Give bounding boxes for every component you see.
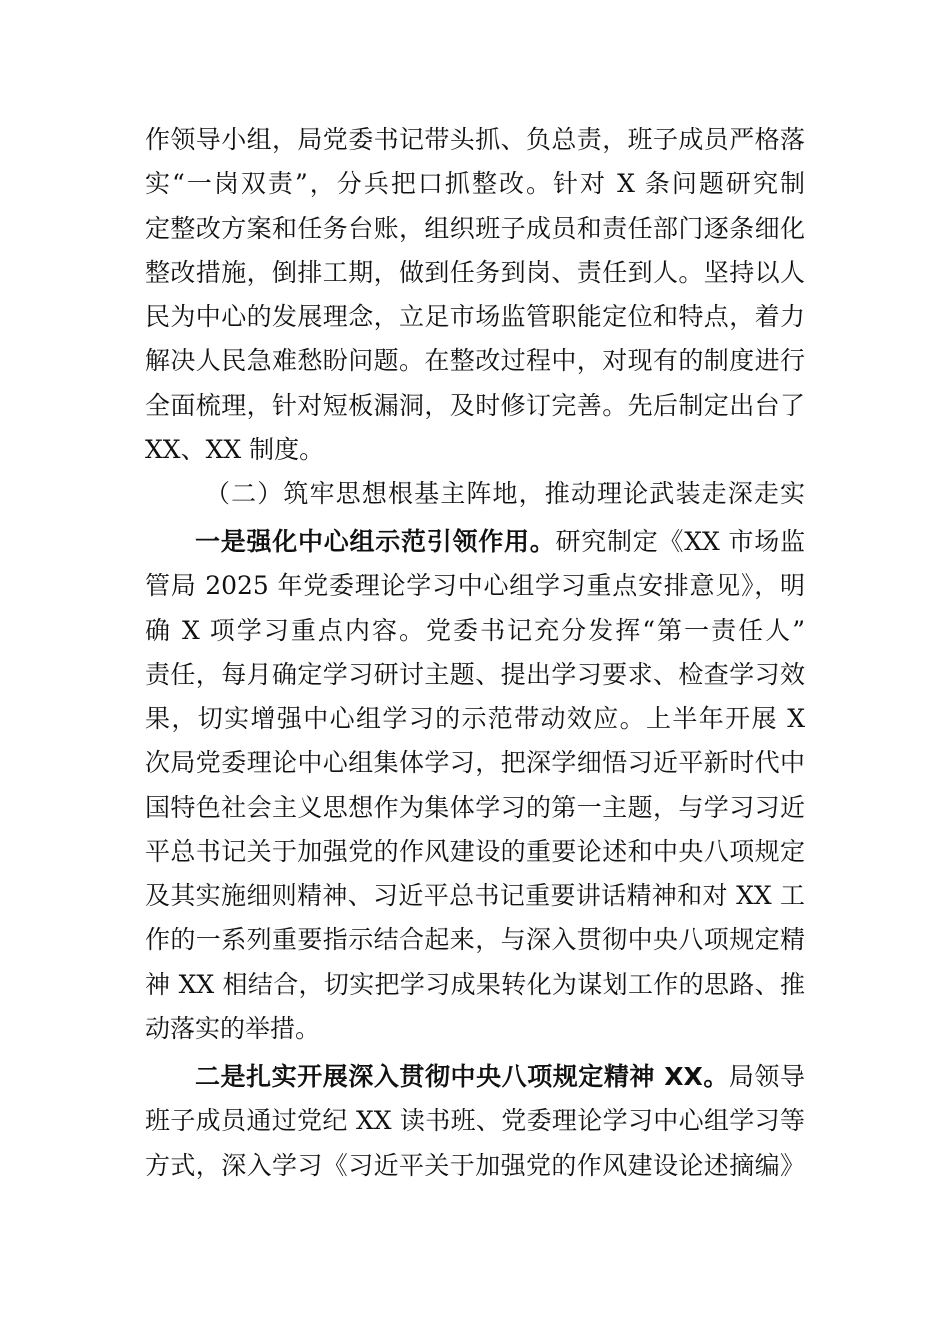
paragraph-line: 神 XX 相结合，切实把学习成果转化为谋划工作的思路、推 bbox=[145, 970, 805, 999]
paragraph-first-line bbox=[195, 1057, 805, 1097]
paragraph-line: 责任，每月确定学习研讨主题、提出学习要求、检查学习效 bbox=[145, 660, 805, 689]
paragraph-line: 作的一系列重要指示结合起来，与深入贯彻中央八项规定精 bbox=[145, 925, 805, 954]
paragraph-line: 整改措施，倒排工期，做到任务到岗、责任到人。坚持以人 bbox=[145, 258, 805, 287]
paragraph-line: 确 X 项学习重点内容。党委书记充分发挥“第一责任人” bbox=[145, 616, 805, 645]
paragraph-line: 作领导小组，局党委书记带头抓、负总责，班子成员严格落 bbox=[145, 125, 805, 154]
paragraph-line: XX、XX 制度。 bbox=[145, 435, 325, 464]
paragraph-line: 果，切实增强中心组学习的示范带动效应。上半年开展 X bbox=[145, 704, 805, 733]
paragraph-lead-rest: 研究制定《XX 市场监 bbox=[555, 527, 805, 556]
section-heading: （二）筑牢思想根基主阵地，推动理论武装走深走实 bbox=[205, 479, 805, 508]
paragraph-line: 动落实的举措。 bbox=[145, 1014, 321, 1043]
paragraph-line: 平总书记关于加强党的作风建设的重要论述和中央八项规定 bbox=[145, 837, 805, 866]
paragraph-line: 实“一岗双责”，分兵把口抓整改。针对 X 条问题研究制 bbox=[145, 169, 805, 198]
paragraph-line: 国特色社会主义思想作为集体学习的第一主题，与学习习近 bbox=[145, 793, 805, 822]
paragraph-lead-bold: 一是强化中心组示范引领作用。 bbox=[195, 527, 556, 556]
paragraph-line: 方式，深入学习《习近平关于加强党的作风建设论述摘编》 bbox=[145, 1151, 805, 1180]
paragraph-line: 解决人民急难愁盼问题。在整改过程中，对现有的制度进行 bbox=[145, 346, 805, 375]
paragraph-line: 管局 2025 年党委理论学习中心组学习重点安排意见》，明 bbox=[145, 571, 805, 600]
paragraph-line: 及其实施细则精神、习近平总书记重要讲话精神和对 XX 工 bbox=[145, 881, 805, 910]
paragraph-line: 定整改方案和任务台账，组织班子成员和责任部门逐条细化 bbox=[145, 214, 805, 243]
paragraph-line: 民为中心的发展理念，立足市场监管职能定位和特点，着力 bbox=[145, 302, 805, 331]
paragraph-line: 次局党委理论中心组集体学习，把深学细悟习近平新时代中 bbox=[145, 748, 805, 777]
paragraph-line: 班子成员通过党纪 XX 读书班、党委理论学习中心组学习等 bbox=[145, 1106, 805, 1135]
paragraph-lead-rest: 局领导 bbox=[728, 1062, 805, 1091]
paragraph-first-line bbox=[195, 522, 805, 562]
paragraph-lead-bold: 二是扎实开展深入贯彻中央八项规定精神 XX。 bbox=[195, 1062, 729, 1091]
paragraph-line: 全面梳理，针对短板漏洞，及时修订完善。先后制定出台了 bbox=[145, 391, 805, 420]
